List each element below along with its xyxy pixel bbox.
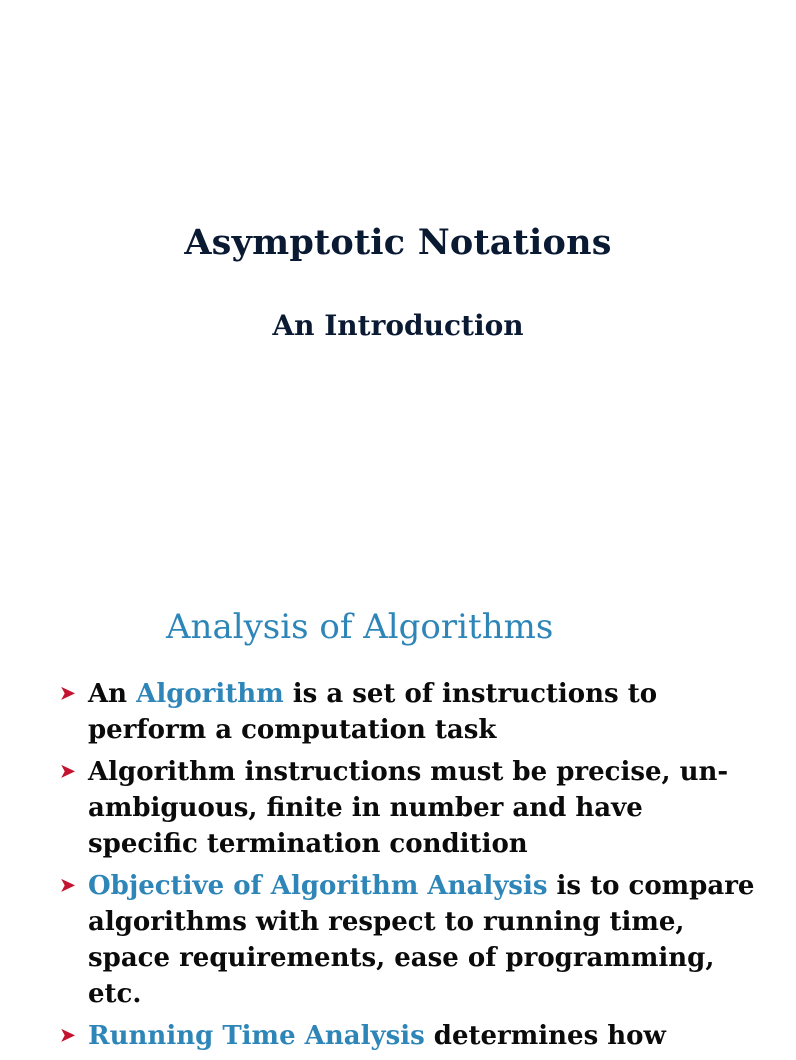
- bullet-item: [60, 868, 760, 1012]
- arrowhead-bullet-icon: ➤: [60, 875, 76, 896]
- content-slide: [0, 576, 768, 1051]
- slide-subtitle: An Introduction: [272, 309, 524, 342]
- bullet-highlight: Running Time Analysis: [88, 1021, 425, 1051]
- bullet-text: is to compare algorithms with respect to running time, space requirements, ease of programming, etc.: [88, 871, 755, 1009]
- bullet-item: [60, 754, 760, 862]
- bullet-item: [60, 676, 760, 748]
- arrowhead-bullet-icon: ➤: [60, 683, 76, 704]
- arrowhead-bullet-icon: ➤: [60, 761, 76, 782]
- bullet-text: determines how: [424, 1021, 666, 1051]
- arrowhead-bullet-icon: ➤: [60, 1025, 76, 1046]
- section-heading: Analysis of Algorithms: [166, 607, 554, 647]
- bullet-highlight: Objective of Algorithm Analysis: [88, 871, 548, 901]
- bullet-text: is a set of instructions to perform a computation task: [88, 679, 658, 745]
- bullet-highlight: Algorithm: [136, 679, 284, 709]
- bullet-text: Algorithm instructions must be precise, un-ambiguous, finite in number and have specific termination condition: [88, 757, 729, 859]
- bullet-lead: An: [88, 679, 137, 709]
- slide-title: Asymptotic Notations: [184, 222, 612, 263]
- bullet-item: [60, 1018, 760, 1054]
- bullet-list: [60, 676, 760, 1060]
